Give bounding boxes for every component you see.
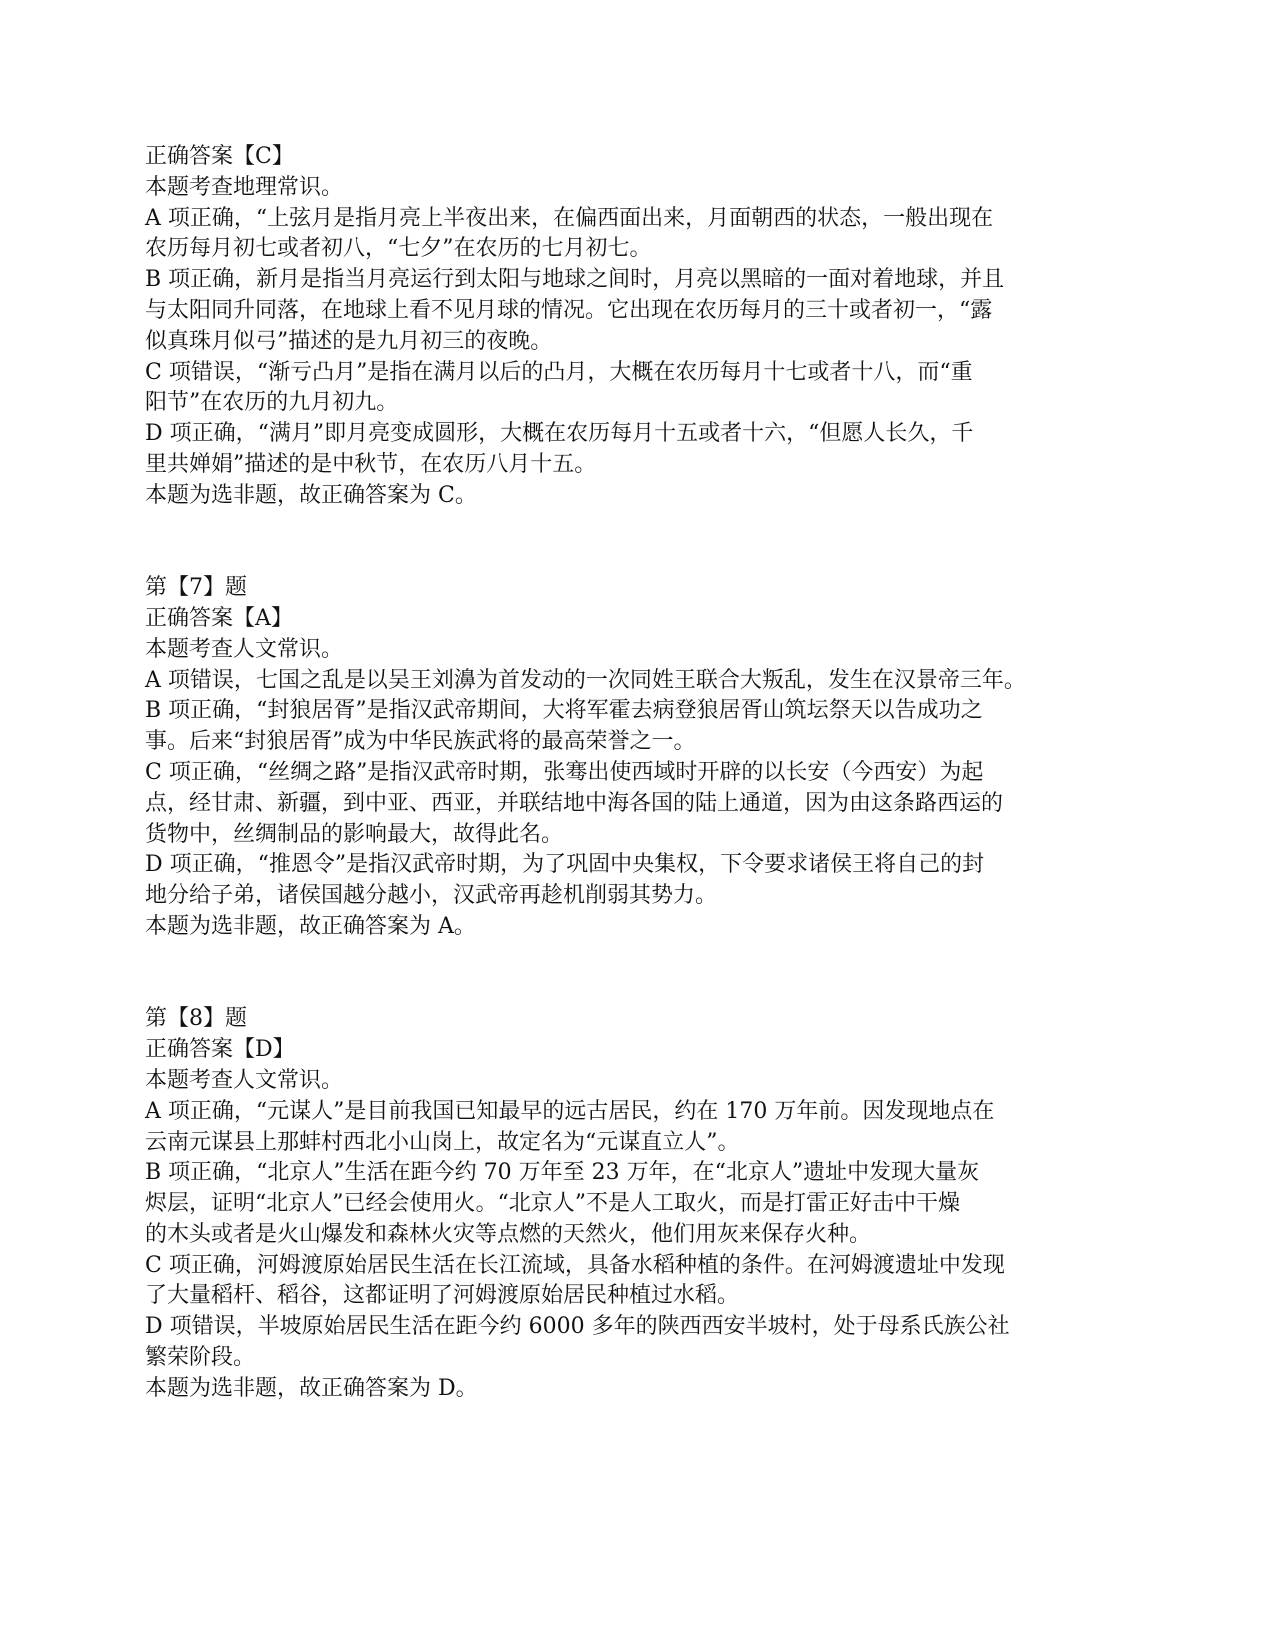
text-line: D 项正确，“满月”即月亮变成圆形，大概在农历每月十五或者十六，“但愿人长久，千 <box>145 421 974 447</box>
text-line: 烬层，证明“北京人”已经会使用火。“北京人”不是人工取火，而是打雷正好击中干燥 <box>145 1191 960 1217</box>
answer-section <box>145 142 1145 512</box>
text-line: C 项正确，“丝绸之路”是指汉武帝时期，张骞出使西域时开辟的以长安（今西安）为起 <box>145 759 984 785</box>
text-line: 似真珠月似弓”描述的是九月初三的夜晚。 <box>145 328 553 354</box>
text-line: 点，经甘肃、新疆，到中亚、西亚，并联结地中海各国的陆上通道，因为由这条路西运的 <box>145 790 1004 816</box>
text-line: 的木头或者是火山爆发和森林火灾等点燃的天然火，他们用灰来保存火种。 <box>145 1221 872 1247</box>
text-line: B 项正确，“北京人”生活在距今约 70 万年至 23 万年，在“北京人”遗址中发现大量灰 <box>145 1160 980 1186</box>
text-line: 了大量稻杆、稻谷，这都证明了河姆渡原始居民种植过水稻。 <box>145 1283 740 1309</box>
text-line: D 项错误，半坡原始居民生活在距今约 6000 多年的陕西西安半坡村，处于母系氏族公社 <box>145 1314 1010 1340</box>
text-line: 本题为选非题，故正确答案为 C。 <box>145 482 477 508</box>
text-line: 与太阳同升同落，在地球上看不见月球的情况。它出现在农历每月的三十或者初一，“露 <box>145 297 993 323</box>
text-line: 本题考查地理常识。 <box>145 174 344 200</box>
text-line: A 项正确，“上弦月是指月亮上半夜出来，在偏西面出来，月面朝西的状态，一般出现在 <box>145 205 994 231</box>
text-line: 事。后来“封狼居胥”成为中华民族武将的最高荣誉之一。 <box>145 729 696 755</box>
section-spacer <box>145 512 1145 574</box>
text-line: 云南元谋县上那蚌村西北小山岗上，故定名为“元谋直立人”。 <box>145 1129 740 1155</box>
text-line: 正确答案【C】 <box>145 144 294 169</box>
text-line: 地分给子弟，诸侯国越分越小，汉武帝再趁机削弱其势力。 <box>145 883 718 909</box>
text-line: 本题为选非题，故正确答案为 A。 <box>145 913 476 939</box>
text-line: 第【8】题 <box>145 1006 247 1032</box>
text-line: 阳节”在农历的九月初九。 <box>145 390 399 416</box>
text-line: C 项错误，“渐亏凸月”是指在满月以后的凸月，大概在农历每月十七或者十八，而“重 <box>145 359 973 385</box>
text-line: 农历每月初七或者初八，“七夕”在农历的七月初七。 <box>145 236 652 262</box>
text-line: 本题考查人文常识。 <box>145 1067 344 1093</box>
section-spacer <box>145 943 1145 1005</box>
document-page <box>145 142 1145 1405</box>
text-line: B 项正确，“封狼居胥”是指汉武帝期间，大将军霍去病登狼居胥山筑坛祭天以告成功之 <box>145 698 983 724</box>
text-line: A 项正确，“元谋人”是目前我国已知最早的远古居民，约在 170 万年前。因发现地点在 <box>145 1098 995 1124</box>
text-line: 正确答案【A】 <box>145 605 293 631</box>
text-line: 本题为选非题，故正确答案为 D。 <box>145 1375 478 1401</box>
answer-section <box>145 1004 1145 1404</box>
text-line: 里共婵娟”描述的是中秋节，在农历八月十五。 <box>145 451 597 477</box>
text-line: 货物中，丝绸制品的影响最大，故得此名。 <box>145 821 564 847</box>
text-line: A 项错误，七国之乱是以吴王刘濞为首发动的一次同姓王联合大叛乱，发生在汉景帝三年。 <box>145 667 1026 693</box>
text-line: 正确答案【D】 <box>145 1037 295 1063</box>
text-line: D 项正确，“推恩令”是指汉武帝时期，为了巩固中央集权，下令要求诸侯王将自己的封 <box>145 852 985 878</box>
text-line: B 项正确，新月是指当月亮运行到太阳与地球之间时，月亮以黑暗的一面对着地球，并且 <box>145 267 1005 293</box>
answer-section <box>145 573 1145 943</box>
text-line: 繁荣阶段。 <box>145 1345 256 1371</box>
text-line: C 项正确，河姆渡原始居民生活在长江流域，具备水稻种植的条件。在河姆渡遗址中发现 <box>145 1252 1005 1278</box>
text-line: 第【7】题 <box>145 575 247 601</box>
text-line: 本题考查人文常识。 <box>145 636 344 662</box>
